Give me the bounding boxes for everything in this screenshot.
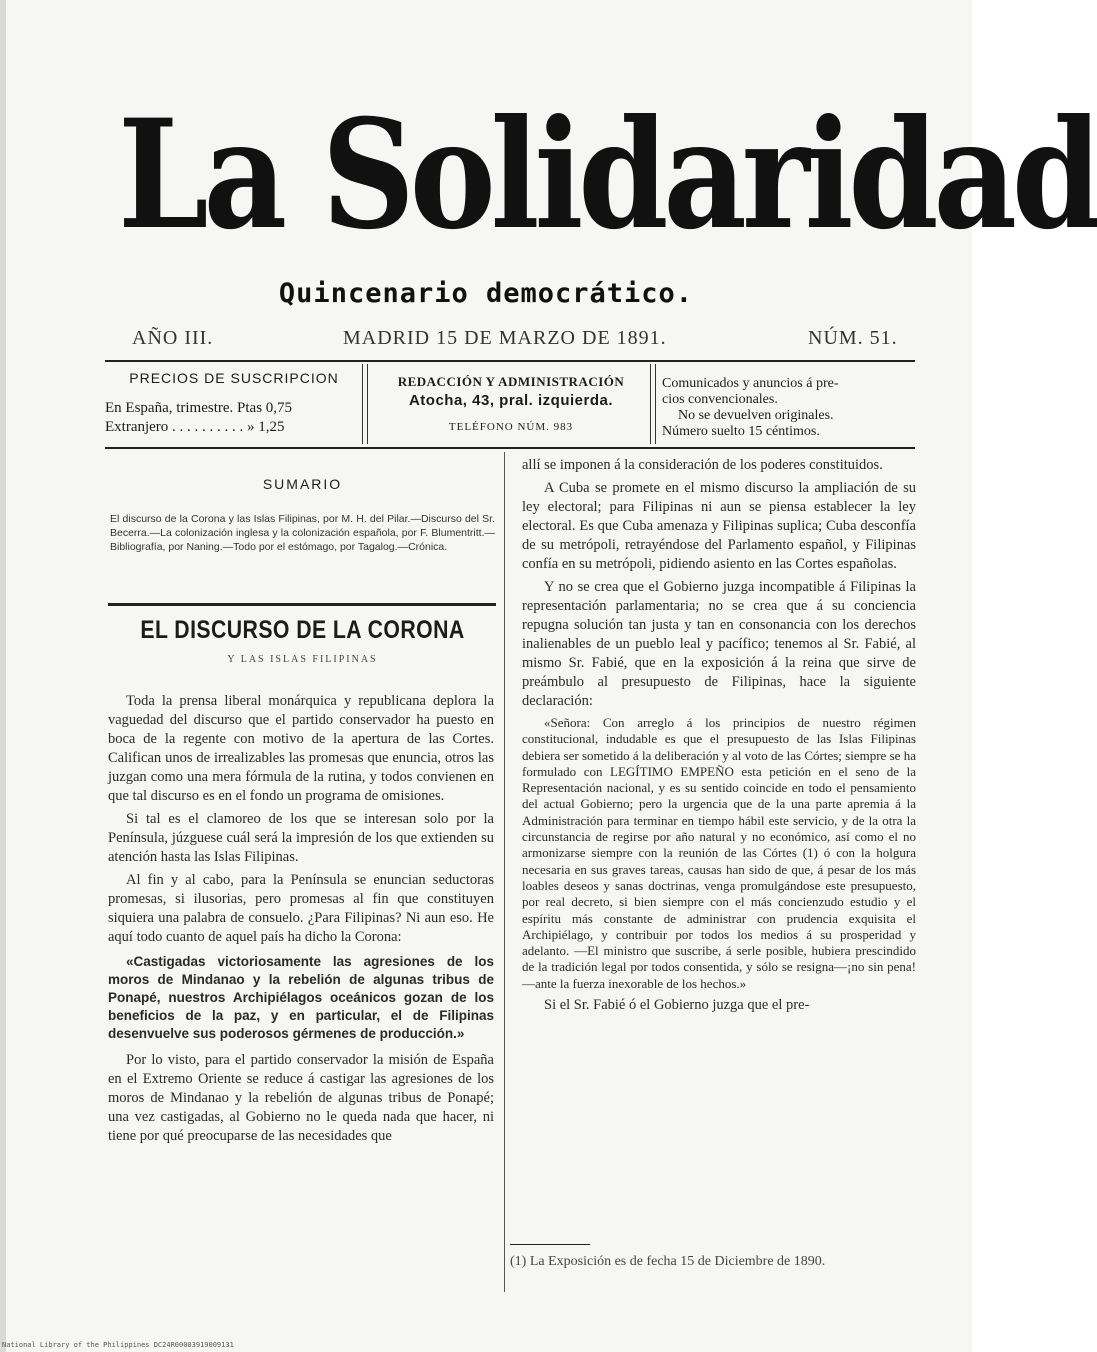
left-column <box>108 692 494 1150</box>
masthead-title: La Solidaridad <box>118 87 1097 263</box>
crown-speech-quote: «Castigadas victoriosamente las agresiones de los moros de Mindanao y la rebelión de algunas tribus de Ponapé, nuestros Archipiélagos oceánicos gozan de los beneficios de la paz, y en particular, el de Filipinas desenvuelve sus poderosos gérmenes de producción.» <box>108 954 494 1041</box>
column-divider <box>504 452 505 1292</box>
header-rule-top <box>105 360 915 362</box>
box-divider <box>650 364 656 444</box>
editorial-address: Atocha, 43, pral. izquierda. <box>408 392 614 409</box>
issue-date: MADRID 15 DE MARZO DE 1891. <box>343 327 667 349</box>
article-rule <box>108 603 496 606</box>
summary-heading: SUMARIO <box>262 476 343 492</box>
article-headline: EL DISCURSO DE LA CORONA <box>140 616 465 644</box>
article-paragraph: Si tal es el clamoreo de los que se interesan solo por la Península, júzguese cuál será la impresión de los que extienden su atención hasta las Islas Filipinas. <box>108 811 494 865</box>
notices-line: cios convencionales. <box>662 392 778 407</box>
masthead-subtitle: Quincenario democrático. <box>278 278 694 309</box>
summary-text: El discurso de la Corona y las Islas Filipinas, por M. H. del Pilar.—Discurso del Sr. Becerra.—La colonización inglesa y la colonización española, por F. Blumentritt.—Bibliografía, por Naning.—Todo por el estómago, por Tagalog.—Crónica. <box>110 513 495 553</box>
article-paragraph: A Cuba se promete en el mismo discurso la ampliación de su ley electoral; para Filipinas ni aun se piensa establecer la ley electoral. Es que Cuba amenaza y Filipinas suplica; Cuba desconfía de su metrópoli, retrayéndose del Parlamento español, y Filipinas confía en su metrópoli, pidiendo asiento en las Cortes españolas. <box>522 480 916 572</box>
footnote-rule <box>510 1244 590 1245</box>
footnote: (1) La Exposición es de fecha 15 de Diciembre de 1890. <box>510 1254 826 1269</box>
article-paragraph: Y no se crea que el Gobierno juzga incompatible á Filipinas la representación parlamentaria; no se crea que á su conciencia repugna solución tan justa y tan en consonancia con los derechos inalienables de un pueblo leal y pacífico; tenemos al Sr. Fabié, al mismo Sr. Fabié, que en la exposición á la reina que sirve de preámbulo al presupuesto de Filipinas, hace la siguiente declaración: <box>522 579 916 709</box>
article-subheadline: Y LAS ISLAS FILIPINAS <box>227 654 378 665</box>
article-paragraph: Por lo visto, para el partido conservador la misión de España en el Extremo Oriente se reduce á castigar las agresiones de los moros de Mindanao y la rebelión de algunas tribus de Ponapé; una vez castigadas, al Gobierno no le queda nada que hacer, ni tiene por qué preocuparse de las necesidades que <box>108 1052 494 1144</box>
editorial-phone: TELÉFONO NÚM. 983 <box>448 421 574 433</box>
right-column <box>522 456 916 1019</box>
article-paragraph: allí se imponen á la consideración de los poderes constituidos. <box>522 457 883 473</box>
article-paragraph: Toda la prensa liberal monárquica y republicana deplora la vaguedad del discurso que el partido conservador ha puesto en boca de la regente con motivo de la apertura de las Cortes. Califican unos de irrealizables las promesas que enuncia, otros las juzgan como una mera fórmula de la rutina, y todos convienen en que tal discurso es en el fondo un programa de omisiones. <box>108 693 494 804</box>
notices-line: Número suelto 15 céntimos. <box>662 424 820 439</box>
subscription-spain: En España, trimestre. Ptas 0,75 <box>105 400 293 416</box>
header-rule-bottom <box>105 447 915 449</box>
issue-year: AÑO III. <box>132 327 214 349</box>
notices-line: No se devuelven originales. <box>678 408 834 423</box>
fabie-declaration: «Señora: Con arreglo á los principios de nuestro régimen constitucional, indudable es que el presupuesto de las Islas Filipinas debiera ser sometido á la deliberación y al voto de las Córtes; siempre se ha formulado con LEGÍTIMO EMPEÑO esta petición en el seno de la Representación nacional, y es su sentido coincide en todo el pensamiento del actual Gobierno; pero la urgencia que de la una parte apremia á la Administración para terminar en tiempo hábil este servicio, y de la otra la circunstancia de regirse por año natural y no económico, así como el no armonizarse siempre con la reunión de las Córtes (1) ó con la holgura necesaria en sus graves tareas, causas han sido de que, á pesar de los más loables deseos y sanas doctrinas, venga promulgándose este presupuesto, por real decreto, si bien siempre con el más concienzudo estudio y el espíritu más constante de administrar con prudencia exquisita el Archipiélago, y contribuir por todos los medios á su prosperidad y adelanto. —El ministro que suscribe, á serle posible, hubiera prescindido de la tradición legal por todos consentida, y sólo se resigna—¡no sin pena!—ante la fuerza inexorable de los hechos.» <box>522 715 916 991</box>
notices-box <box>662 364 912 444</box>
scan-edge <box>0 0 6 1352</box>
library-credit: National Library of the Philippines DC24R00003919009131 <box>2 1341 234 1349</box>
article-paragraph: Si el Sr. Fabié ó el Gobierno juzga que el pre- <box>544 997 810 1014</box>
subscription-title: PRECIOS DE SUSCRIPCION <box>129 370 339 386</box>
box-divider <box>362 364 368 444</box>
subscription-abroad: Extranjero . . . . . . . . . . » 1,25 <box>105 419 285 435</box>
notices-line: Comunicados y anuncios á pre- <box>662 376 839 391</box>
editorial-box <box>372 364 650 444</box>
issue-number: NÚM. 51. <box>808 327 898 349</box>
editorial-title: REDACCIÓN Y ADMINISTRACIÓN <box>397 374 625 389</box>
article-paragraph: Al fin y al cabo, para la Península se enuncian seductoras promesas, si ilusorias, pero promesas al fin que constituyen siquiera una palabra de consuelo. ¿Para Filipinas? Ni aun eso. He aquí todo cuanto de aquel país ha dicho la Corona: <box>108 872 494 945</box>
subscription-box <box>105 364 363 444</box>
